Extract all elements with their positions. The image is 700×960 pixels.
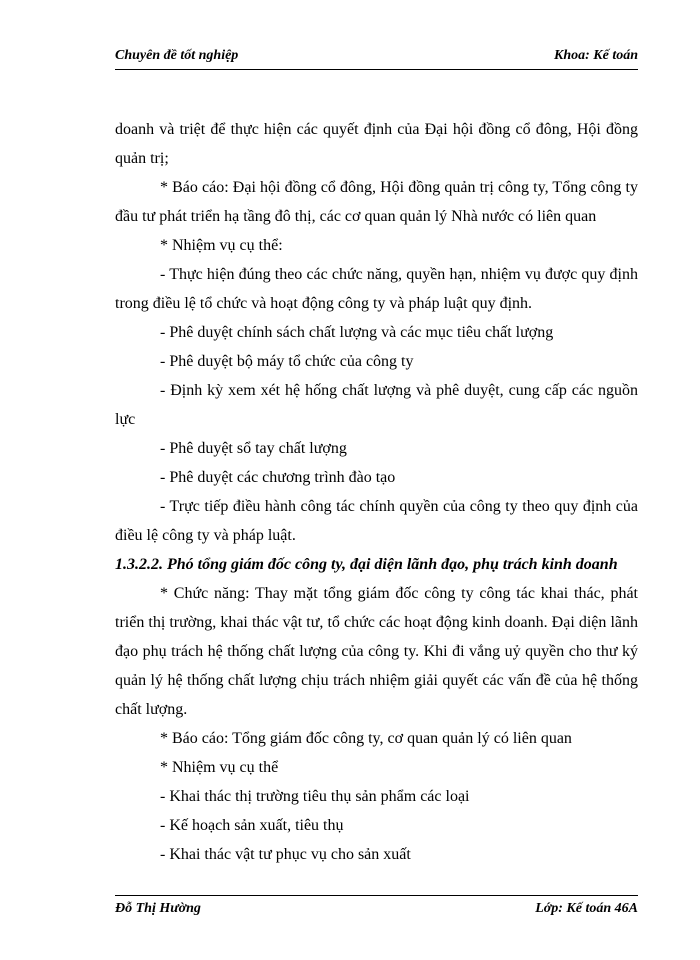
paragraph: - Khai thác vật tư phục vụ cho sản xuất bbox=[160, 846, 411, 863]
paragraph: * Nhiệm vụ cụ thể bbox=[160, 759, 279, 776]
paragraph: - Định kỳ xem xét hệ hống chất lượng và phê duyệt, cung cấp các nguồn lực bbox=[115, 382, 638, 428]
footer-right: Lớp: Kế toán 46A bbox=[535, 901, 638, 916]
paragraph: doanh và triệt để thực hiện các quyết định của Đại hội đồng cổ đông, Hội đồng quản trị; bbox=[115, 121, 638, 167]
paragraph: - Phê duyệt chính sách chất lượng và các mục tiêu chất lượng bbox=[160, 324, 554, 341]
paragraph: * Nhiệm vụ cụ thể: bbox=[160, 237, 283, 254]
paragraph: - Phê duyệt bộ máy tổ chức của công ty bbox=[160, 353, 414, 370]
paragraph: - Thực hiện đúng theo các chức năng, quyền hạn, nhiệm vụ được quy định trong điều lệ tổ chức và hoạt động công ty và pháp luật quy định. bbox=[115, 266, 638, 312]
paragraph: - Khai thác thị trường tiêu thụ sản phẩm các loại bbox=[160, 788, 470, 805]
paragraph: - Phê duyệt các chương trình đào tạo bbox=[160, 469, 396, 486]
section-heading: 1.3.2.2. Phó tổng giám đốc công ty, đại diện lãnh đạo, phụ trách kinh doanh bbox=[115, 556, 618, 573]
header-left: Chuyên đề tốt nghiệp bbox=[115, 48, 239, 63]
paragraph: - Trực tiếp điều hành công tác chính quyền của công ty theo quy định của điều lệ công ty và pháp luật. bbox=[115, 498, 638, 544]
paragraph: * Báo cáo: Tổng giám đốc công ty, cơ quan quản lý có liên quan bbox=[160, 730, 572, 747]
header-right: Khoa: Kế toán bbox=[553, 48, 638, 63]
paragraph: - Phê duyệt sổ tay chất lượng bbox=[160, 440, 347, 457]
paragraph: * Báo cáo: Đại hội đồng cổ đông, Hội đồng quản trị công ty, Tổng công ty đầu tư phát triển hạ tầng đô thị, các cơ quan quản lý Nhà nước có liên quan bbox=[115, 179, 638, 225]
page-footer bbox=[115, 895, 638, 917]
page-header bbox=[115, 48, 638, 70]
footer-left: Đỗ Thị Hường bbox=[115, 901, 201, 916]
paragraph: * Chức năng: Thay mặt tổng giám đốc công ty công tác khai thác, phát triển thị trường, khai thác vật tư, tổ chức các hoạt động kinh doanh. Đại diện lãnh đạo phụ trách hệ thống chất lượng của công ty. Khi đi vắng uỷ quyền cho thư ký quản lý hệ thống chất lượng chịu trách nhiệm giải quyết các vấn đề của hệ thống chất lượng. bbox=[115, 585, 638, 718]
paragraph: - Kế hoạch sản xuất, tiêu thụ bbox=[160, 817, 344, 834]
document-body bbox=[115, 115, 638, 869]
